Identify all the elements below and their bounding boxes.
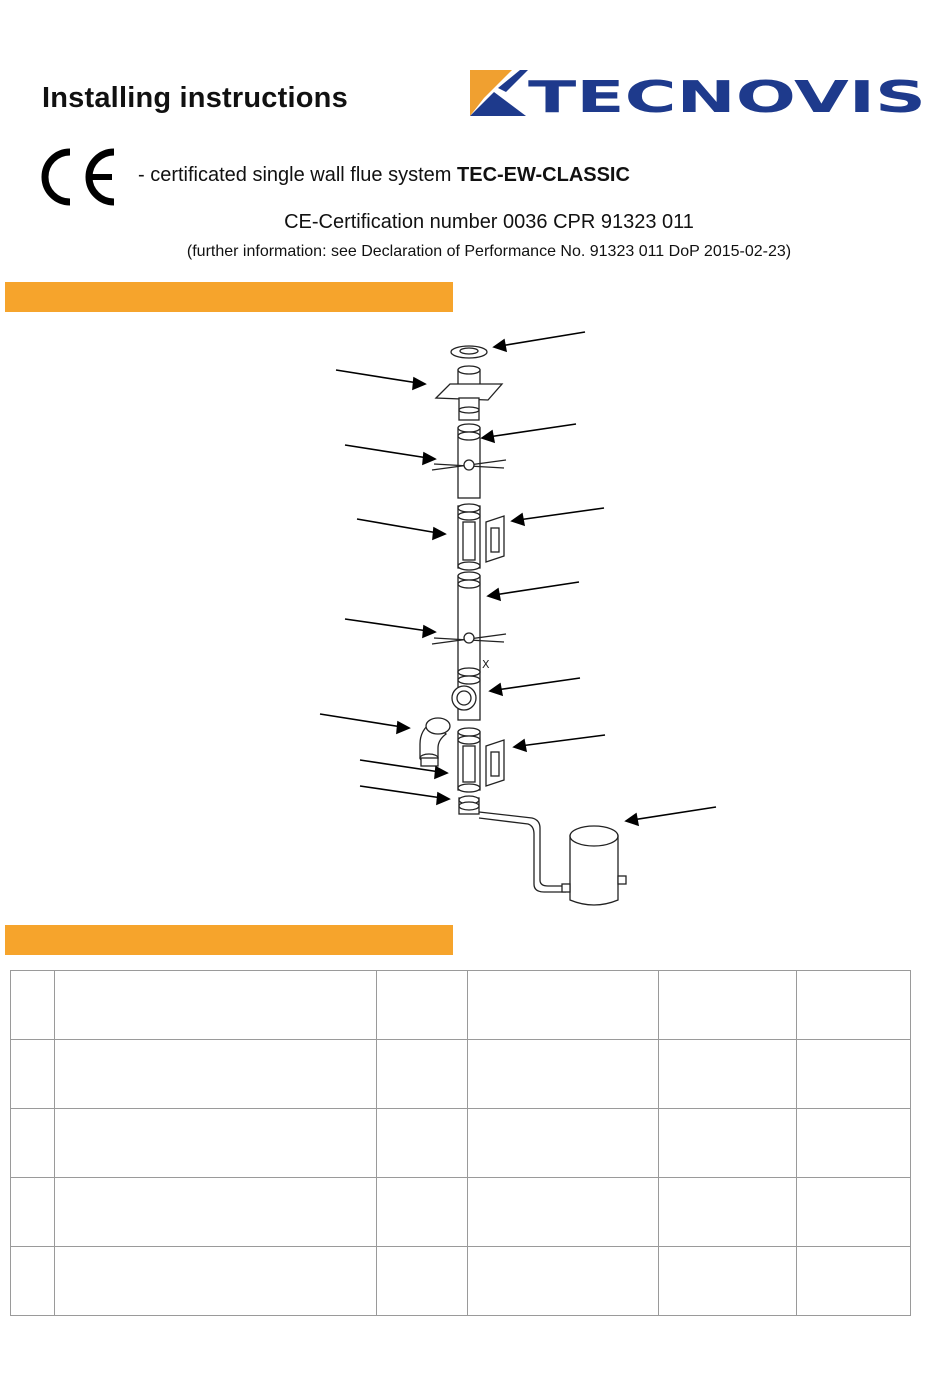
table-cell <box>55 1178 377 1247</box>
table-cell <box>11 1040 55 1109</box>
parts-table-body <box>11 971 911 1316</box>
table-cell <box>659 1178 797 1247</box>
table-cell <box>797 1040 911 1109</box>
table-cell <box>11 971 55 1040</box>
table-cell <box>377 971 468 1040</box>
certification-number: CE-Certification number 0036 CPR 91323 011 <box>284 211 694 233</box>
table-row <box>11 1109 911 1178</box>
page-title: Installing instructions <box>42 82 348 114</box>
table-row <box>11 1040 911 1109</box>
table-cell <box>377 1247 468 1316</box>
certification-line <box>138 164 630 187</box>
table-row <box>11 1178 911 1247</box>
table-cell <box>659 1040 797 1109</box>
table-cell <box>659 1109 797 1178</box>
tecnovis-logo <box>468 68 930 118</box>
diagram-annotation-x: X <box>482 658 490 671</box>
flue-system-diagram <box>300 320 740 920</box>
table-cell <box>659 971 797 1040</box>
table-cell <box>377 1040 468 1109</box>
table-cell <box>468 1040 659 1109</box>
table-cell <box>55 971 377 1040</box>
table-cell <box>468 971 659 1040</box>
table-cell <box>55 1040 377 1109</box>
table-cell <box>797 971 911 1040</box>
table-row <box>11 1247 911 1316</box>
table-row <box>11 971 911 1040</box>
parts-table <box>10 970 911 1316</box>
table-cell <box>11 1109 55 1178</box>
further-information: (further information: see Declaration of Performance No. 91323 011 DoP 2015-02-23) <box>186 243 792 260</box>
system-name: TEC-EW-CLASSIC <box>457 164 630 186</box>
section-bar-2 <box>5 925 453 955</box>
section-bar-1 <box>5 282 453 312</box>
table-cell <box>468 1109 659 1178</box>
table-cell <box>797 1109 911 1178</box>
table-cell <box>797 1178 911 1247</box>
table-cell <box>377 1109 468 1178</box>
table-cell <box>377 1178 468 1247</box>
table-cell <box>55 1109 377 1178</box>
logo-text: TECNOVIS <box>528 72 926 118</box>
table-cell <box>797 1247 911 1316</box>
table-cell <box>468 1178 659 1247</box>
table-cell <box>468 1247 659 1316</box>
certification-prefix: - certificated single wall flue system <box>138 164 458 186</box>
table-cell <box>659 1247 797 1316</box>
ce-mark-icon <box>36 146 120 208</box>
table-cell <box>11 1178 55 1247</box>
table-cell <box>55 1247 377 1316</box>
table-cell <box>11 1247 55 1316</box>
